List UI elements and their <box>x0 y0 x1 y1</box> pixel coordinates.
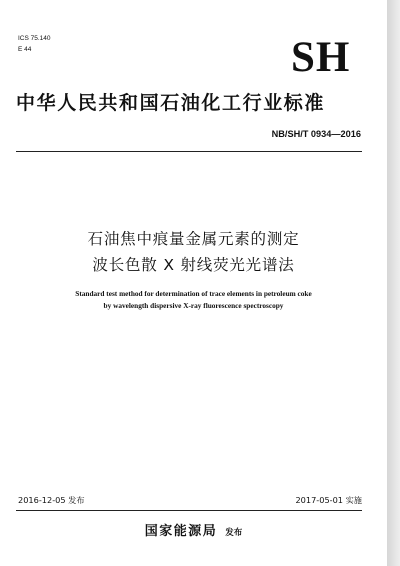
document-title-en-line1: Standard test method for determination of trace elements in petroleum coke <box>75 289 312 298</box>
issue-date: 2016-12-05 发布 <box>18 495 85 505</box>
bottom-divider <box>16 510 362 511</box>
document-title-en-line2: by wavelength dispersive X-ray fluorescence spectroscopy <box>103 301 284 310</box>
standard-category-title: 中华人民共和国石油化工行业标准 <box>16 92 326 114</box>
issuer-line <box>0 523 387 539</box>
ccs-code: E 44 <box>18 46 32 53</box>
standard-number: NB/SH/T 0934—2016 <box>271 129 361 139</box>
document-title-cn-line2: 波长色散 X 射线荧光光谱法 <box>92 256 295 274</box>
page-edge-shadow <box>387 0 400 566</box>
implementation-date: 2017-05-01 实施 <box>295 495 362 505</box>
top-divider <box>16 151 362 152</box>
document-title-cn-line1: 石油焦中痕量金属元素的测定 <box>87 230 300 248</box>
ics-code: ICS 75.140 <box>18 35 51 42</box>
sh-logo: SH <box>291 34 351 81</box>
issuer-suffix: 发布 <box>225 528 243 538</box>
issuer-name: 国家能源局 <box>144 524 218 539</box>
